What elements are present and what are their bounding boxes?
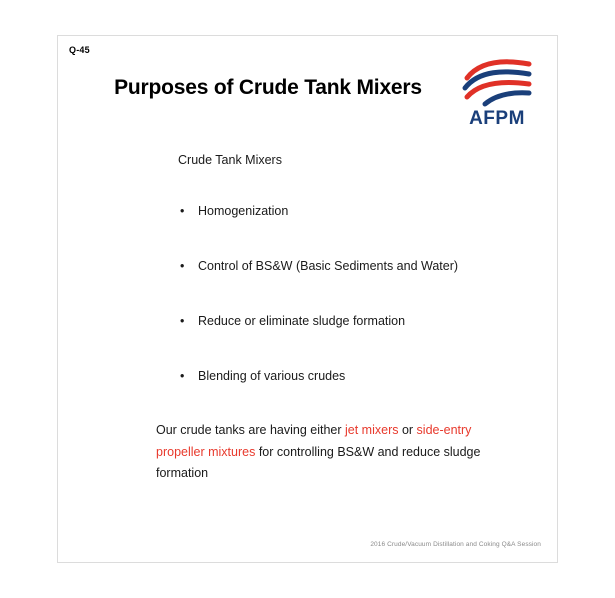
afpm-logo: [455, 52, 539, 140]
list-item: [176, 314, 526, 329]
list-item-label: Control of BS&W (Basic Sediments and Water): [198, 259, 459, 273]
presentation-slide: [57, 35, 558, 563]
lead-text: Crude Tank Mixers: [178, 153, 282, 167]
closing-paragraph: [156, 420, 486, 485]
closing-highlight-1: jet mixers: [345, 423, 399, 437]
closing-highlight-2: side-entry propeller mixtures: [156, 423, 472, 459]
bullet-marker-icon: •: [180, 369, 185, 383]
list-item-label: Reduce or eliminate sludge formation: [198, 314, 406, 328]
closing-part-2: or: [398, 423, 417, 437]
question-number: Q-45: [69, 45, 90, 55]
closing-part-1: Our crude tanks are having either: [156, 423, 345, 437]
bullet-marker-icon: •: [180, 259, 185, 273]
slide-footer: 2016 Crude/Vacuum Distillation and Coking Q&A Session: [370, 541, 541, 548]
slide-title: Purposes of Crude Tank Mixers: [114, 76, 422, 99]
bullet-marker-icon: •: [180, 314, 185, 328]
list-item: [176, 204, 526, 219]
list-item: [176, 369, 526, 384]
bullet-list: [176, 204, 526, 424]
list-item-label: Blending of various crudes: [198, 369, 346, 383]
afpm-swoosh-icon: [455, 52, 539, 108]
closing-part-3: for controlling BS&W and reduce sludge formation: [156, 444, 481, 480]
bullet-marker-icon: •: [180, 204, 185, 218]
list-item: [176, 259, 526, 274]
afpm-logo-text: AFPM: [469, 108, 525, 129]
list-item-label: Homogenization: [198, 204, 289, 218]
